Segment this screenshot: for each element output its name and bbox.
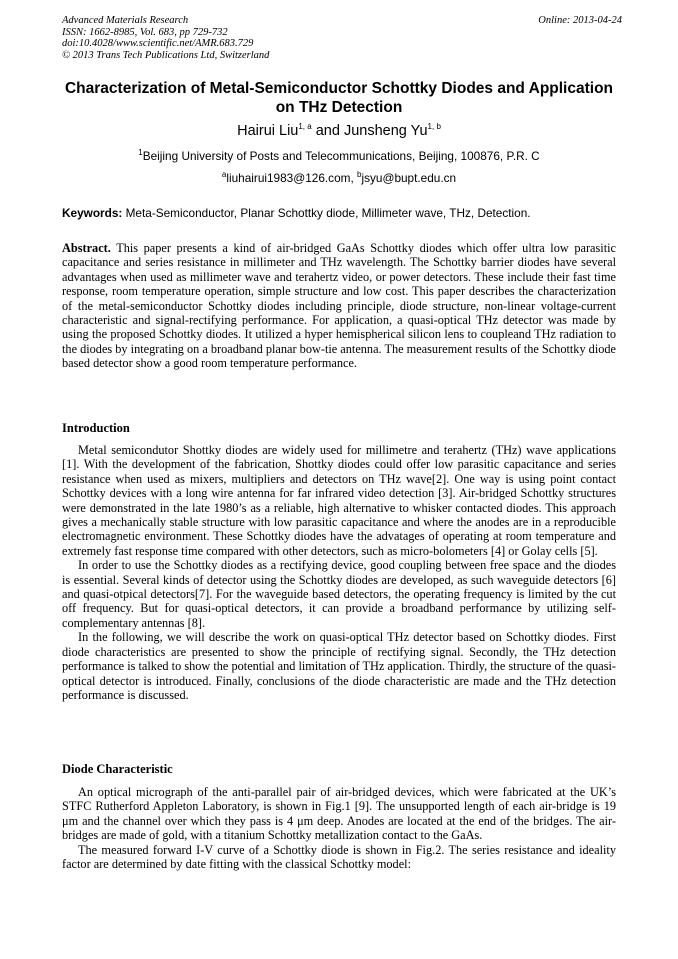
introduction-section bbox=[62, 443, 616, 702]
author-line bbox=[62, 122, 616, 140]
author-and: and bbox=[311, 123, 344, 139]
author-2-superscript: 1, b bbox=[427, 122, 441, 132]
affiliation-text: Beijing University of Posts and Telecommunications, Beijing, 100876, P.R. C bbox=[142, 149, 540, 163]
author-2: Junsheng Yu bbox=[343, 123, 428, 139]
introduction-heading: Introduction bbox=[62, 421, 130, 435]
diode-paragraph-2: The measured forward I-V curve of a Schottky diode is shown in Fig.2. The series resistance and ideality factor are determined by date fitting with the classical Schottky model: bbox=[62, 842, 616, 872]
keywords bbox=[62, 206, 616, 220]
abstract bbox=[62, 241, 616, 371]
email-a: liuhairui1983@126.com, bbox=[226, 171, 358, 185]
email-b-superscript: b bbox=[357, 170, 362, 180]
diode-characteristic-heading: Diode Characteristic bbox=[62, 762, 173, 776]
keywords-text: Meta-Semiconductor, Planar Schottky diode, Millimeter wave, THz, Detection. bbox=[122, 206, 531, 220]
diode-paragraph-1: An optical micrograph of the anti-parallel pair of air-bridged devices, which were fabricated at the UK’s STFC Rutherford Appleton Laboratory, is shown in Fig.1 [9]. The unsupported length of each air-bridge is 19 μm and the channel over which they pass is 4 μm deep. Anodes are located at the end of the bridges. The air-bridges are made of gold, with a titanium Schottky metallization contact to the GaAs. bbox=[62, 785, 616, 843]
diode-characteristic-section bbox=[62, 785, 616, 871]
issn-line: ISSN: 1662-8985, Vol. 683, pp 729-732 bbox=[62, 26, 228, 38]
introduction-paragraph-2: In order to use the Schottky diodes as a rectifying device, good coupling between free space and the diodes is essential. Several kinds of detector using the Schottky diodes are developed, as such waveguide detectors [6] and quasi-otpical detectors[7]. For the waveguide based detectors, the operating frequency is limited by the cut off frequency. But for quasi-optical detectors, it can provide a broadband performance by utilizing self-complementary antennas [8]. bbox=[62, 558, 616, 630]
author-emails bbox=[62, 171, 616, 185]
doi-line: doi:10.4028/www.scientific.net/AMR.683.729 bbox=[62, 38, 254, 49]
abstract-label: Abstract. bbox=[62, 241, 111, 255]
online-date: Online: 2013-04-24 bbox=[538, 15, 622, 26]
journal-header bbox=[62, 15, 622, 61]
affiliation bbox=[62, 149, 616, 163]
affiliation-superscript: 1 bbox=[138, 148, 143, 158]
email-b: jsyu@bupt.edu.cn bbox=[361, 171, 457, 185]
introduction-paragraph-1: Metal semicondutor Shottky diodes are widely used for millimetre and terahertz (THz) wave applications [1]. With the development of the fabrication, Shottky diodes could offer low parasitic capacitance and series resistance when used as mixers, multipliers and detectors on THz wave[2]. One way is using point contact Schottky devices with a long wire antenna for far infrared video detection [3]. Air-bridged Schottky structures were demonstrated in the late 1980’s as a reliable, high alternative to whisker contacted diodes. This approach gives a mechanically stable structure with low parasitic capacitance and where the anodes are in a reproducible electromagnetic environment. These Schottky diodes have the advatages of operating at room temperature and extremely fast response time compared with other detectors, such as micro-bolometers [4] or Golay cells [5]. bbox=[62, 443, 616, 558]
email-a-superscript: a bbox=[221, 170, 227, 180]
paper-title: Characterization of Metal-Semiconductor Schottky Diodes and Application on THz Detection bbox=[64, 80, 614, 116]
keywords-label: Keywords: bbox=[62, 206, 123, 220]
journal-name: Advanced Materials Research bbox=[62, 15, 189, 26]
author-1: Hairui Liu bbox=[237, 123, 299, 139]
introduction-paragraph-3: In the following, we will describe the work on quasi-optical THz detector based on Schottky diodes. First diode characteristics are presented to show the principle of rectifying signal. Secondly, the THz detection performance is talked to show the potential and limitation of THz application. Thirdly, the structure of the quasi-optical detector is introduced. Finally, conclusions of the diode characteristic are made and the THz detection performance is discussed. bbox=[62, 630, 616, 702]
author-1-superscript: 1, a bbox=[298, 122, 312, 132]
copyright-line: © 2013 Trans Tech Publications Ltd, Switzerland bbox=[62, 49, 270, 61]
abstract-text: This paper presents a kind of air-bridged GaAs Schottky diodes which offer ultra low parasitic capacitance and series resistance in millimeter and THz wavelength. The Schottky barrier diodes have several advantages when used as millimeter wave and terahertz video, or power detectors. These include their fast time response, room temperature operation, simple structure and low cost. This paper describes the characterization of the metal-semiconductor Schottky diodes including principle, diode structure, non-linear voltage-current characteristic and signal-rectifying performance. For application, a quasi-optical THz detector was made by using the proposed Schottky diodes. It utilized a hyper hemispherical silicon lens to coupleand THz radiation to the diodes by integrating on a broadband planar bow-tie antenna. The measurement results of the Schottky diode based detector show a good room temperature performance. bbox=[62, 241, 617, 371]
